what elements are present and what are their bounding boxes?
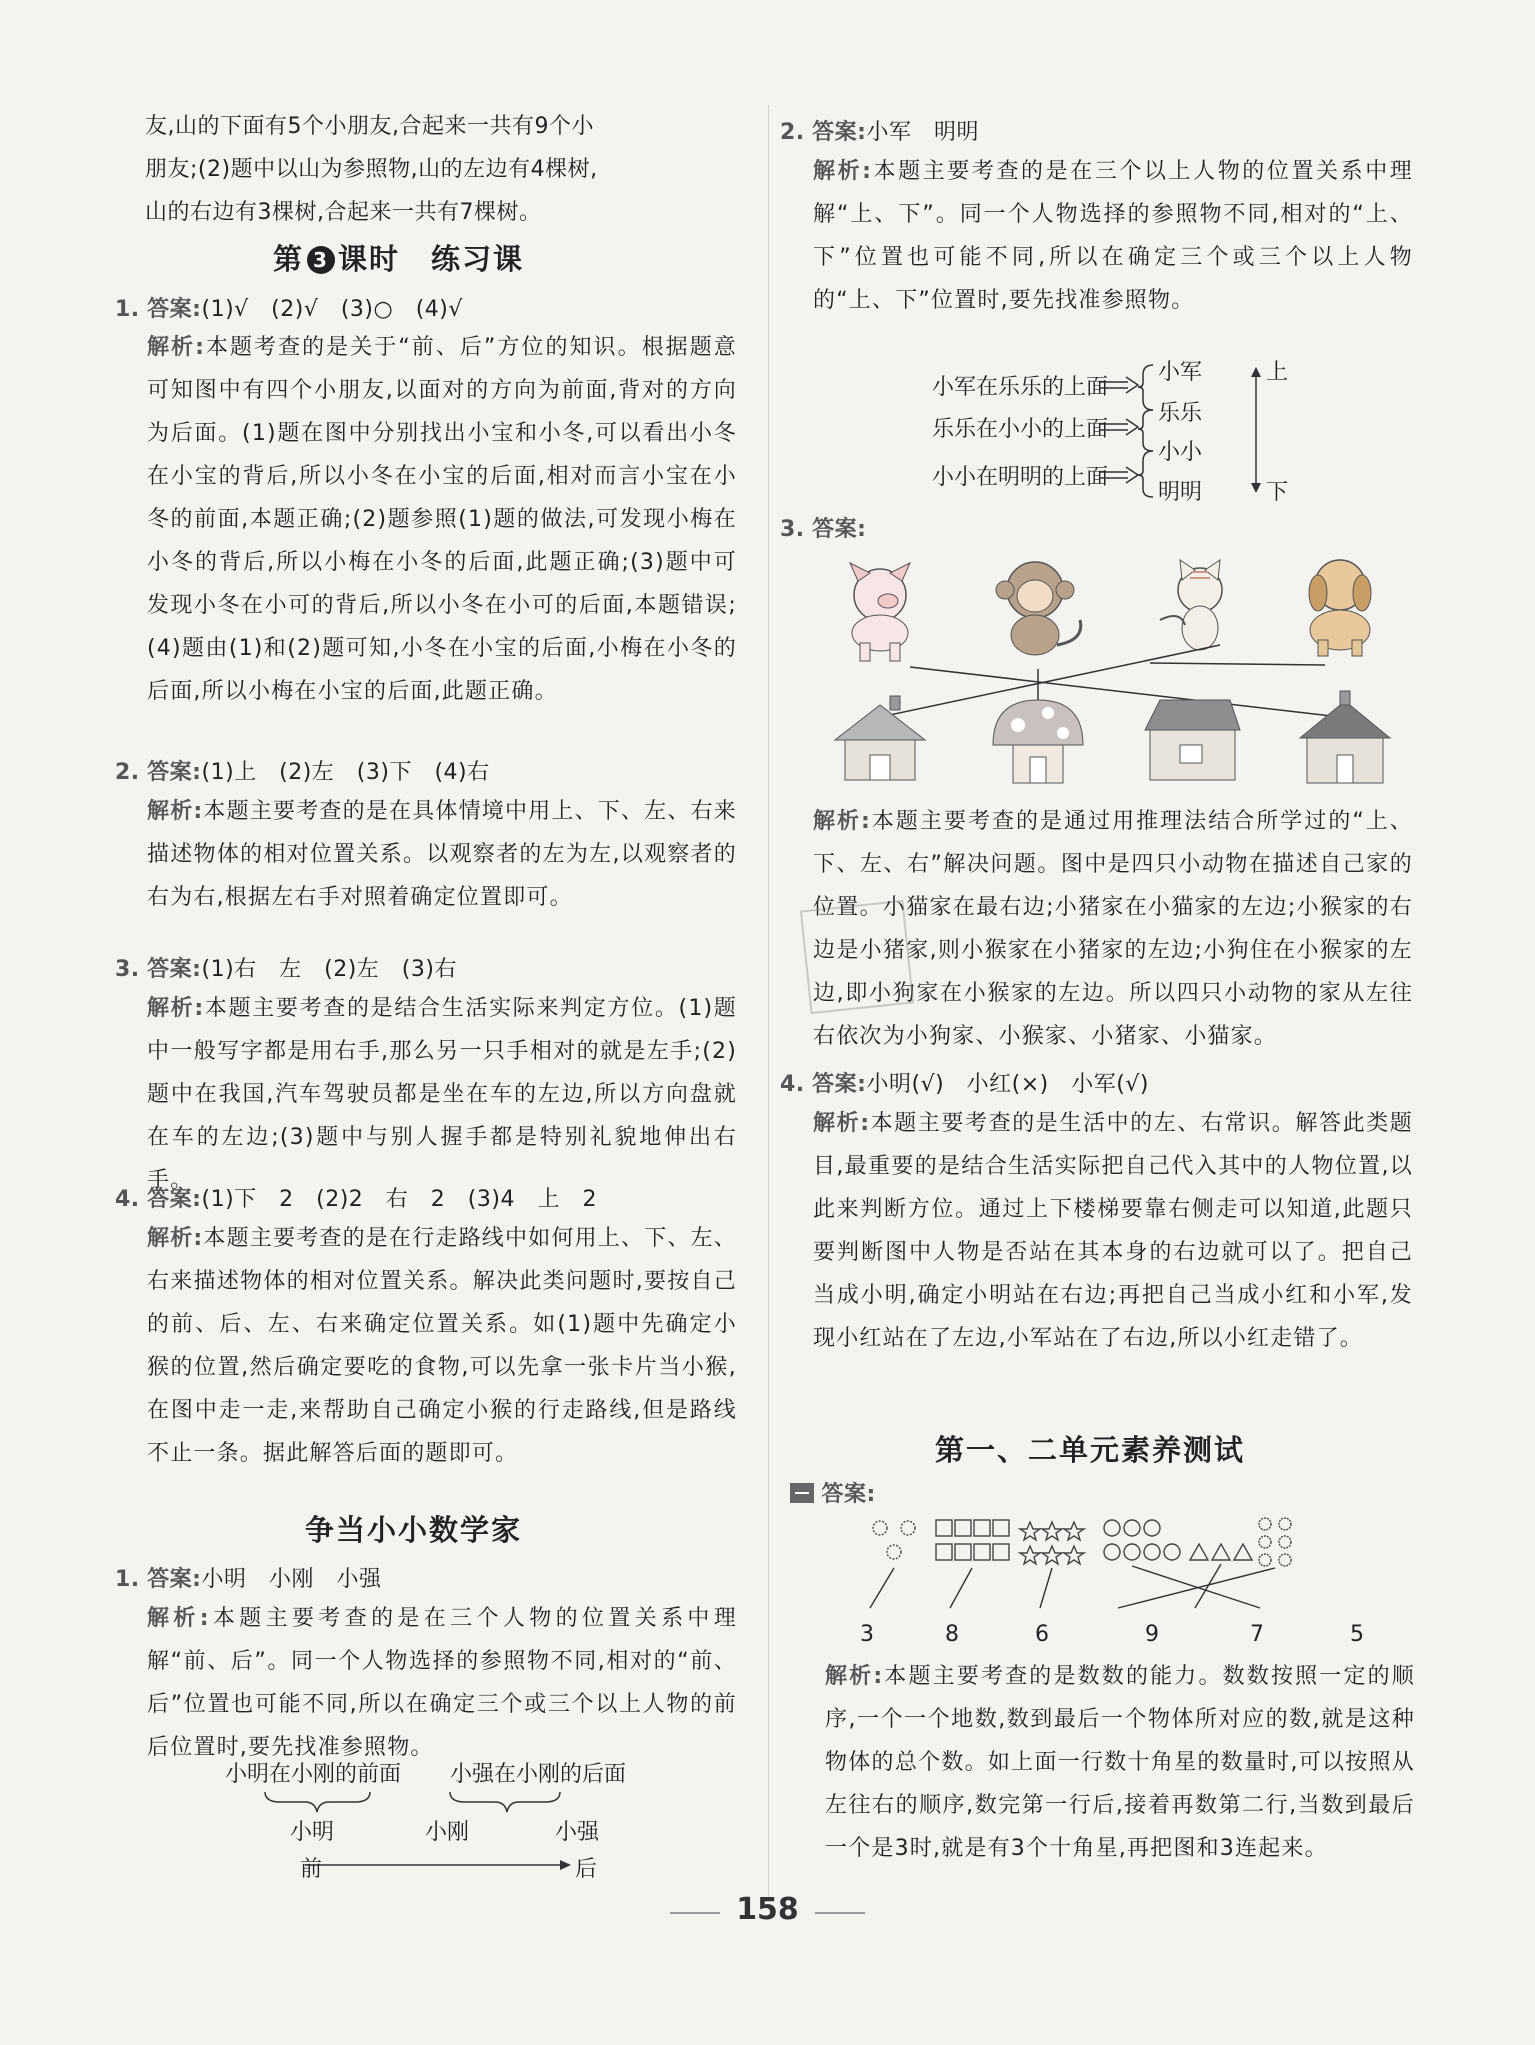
up-arrow-head xyxy=(1251,367,1261,377)
analysis-text: 本题主要考查的是在行走路线中如何用上、下、左、右来描述物体的相对位置关系。解决此类问题时,要按自己的前、后、左、右来确定位置关系。如(1)题中先确定小猴的位置,然后确定要吃的食物,可以先拿一张卡片当小猴,在图中走一走,来帮助自己确定小猴的行走路线,但是路线不止一条。据此解答后面的题即可。 xyxy=(147,1226,738,1466)
analysis-text: 本题主要考查的是数数的能力。数数按照一定的顺序,一个一个地数,数到最后一个物体所对应的数,就是这种物体的总个数。如上面一行数十角星的数量时,可以按照从左往右的顺序,数完第一行后,接着再数第二行,当数到最后一个是3时,就是有3个十角星,再把图和3连起来。 xyxy=(825,1664,1416,1861)
analysis-text: 本题主要考查的是通过用推理法结合所学过的“上、下、左、右”解决问题。图中是四只小动物在描述自己家的位置。小猫家在最右边;小猪家在小猫家的左边;小猴家的右边是小猪家,则小猴家在小猪家的左边;小狗住在小猴家的左边,即小狗家在小猴家的左边。所以四只小动物的家从左往右依次为小狗家、小猴家、小猪家、小猫家。 xyxy=(813,809,1413,1049)
count-number-4: 9 xyxy=(1145,1622,1159,1647)
unit-test-answer xyxy=(790,1480,876,1510)
question-number: 1. xyxy=(115,297,140,322)
stars xyxy=(1020,1522,1084,1564)
lesson3-q3-analysis xyxy=(147,987,737,1193)
statement-2: 乐乐在小小的上面 xyxy=(932,417,1109,442)
mathematician-heading: 争当小小数学家 xyxy=(305,1513,523,1547)
cat-illustration xyxy=(1160,560,1222,650)
intro-line-1: 友,山的下面有5个小朋友,合起来一共有9个小 xyxy=(145,114,594,139)
implication-arrow-2 xyxy=(1100,419,1138,435)
lesson3-q4-analysis xyxy=(147,1217,737,1517)
question-number: 2. xyxy=(780,120,805,145)
analysis-label: 解析: xyxy=(825,1664,884,1689)
matching-lines xyxy=(870,1564,1275,1608)
house-2-mushroom-illustration xyxy=(993,700,1083,783)
count-number-6: 5 xyxy=(1350,1622,1364,1647)
down-arrow-head xyxy=(1251,483,1261,493)
implication-arrow-1 xyxy=(1100,377,1138,393)
count-number-2: 8 xyxy=(945,1622,959,1647)
intro-line-3: 山的右边有3棵树,合起来一共有7棵树。 xyxy=(145,200,542,225)
intro-line-2: 朋友;(2)题中以山为参照物,山的左边有4棵树, xyxy=(145,157,598,182)
diagram-name-2: 小刚 xyxy=(425,1820,470,1845)
cat-line-top xyxy=(1150,663,1325,665)
analysis-label: 解析: xyxy=(147,1226,204,1251)
house-1-illustration xyxy=(835,696,925,780)
brace-1 xyxy=(1138,365,1153,410)
name-2: 乐乐 xyxy=(1158,401,1203,426)
matching-lines xyxy=(880,645,1340,717)
diagram-back-label: 后 xyxy=(575,1857,598,1882)
analysis-label: 解析: xyxy=(147,1606,210,1631)
right-q4-analysis xyxy=(813,1102,1413,1446)
column-divider xyxy=(768,105,769,1900)
monkey-illustration xyxy=(996,562,1081,655)
brace-right xyxy=(450,1792,560,1812)
answer-text: (1)上 (2)左 (3)下 (4)右 xyxy=(201,760,490,785)
count-number-5: 7 xyxy=(1250,1622,1264,1647)
lesson-number-badge: 3 xyxy=(307,246,335,274)
answer-text: (1)√ (2)√ (3)○ (4)√ xyxy=(201,297,463,322)
question-number: 1. xyxy=(115,1567,140,1592)
counting-shapes-diagram xyxy=(860,1510,1400,1620)
stamp-mark xyxy=(800,900,914,1014)
unit-test-heading: 第一、二单元素养测试 xyxy=(935,1433,1246,1467)
house-3-illustration xyxy=(1145,700,1240,780)
diagram-name-3: 小强 xyxy=(555,1820,600,1845)
diagram-caption-right: 小强在小刚的后面 xyxy=(450,1762,627,1787)
right-q4-answer xyxy=(780,1070,1149,1100)
name-4: 明明 xyxy=(1158,480,1203,505)
analysis-label: 解析: xyxy=(813,159,873,184)
lesson3-q2-analysis xyxy=(147,790,737,962)
count-number-1: 3 xyxy=(860,1622,874,1647)
page-number: 158 xyxy=(736,1892,799,1927)
arrow-head xyxy=(560,1860,571,1870)
question-number: 3. xyxy=(115,957,140,982)
answer-label: 答案: xyxy=(147,957,202,982)
question-number: 2. xyxy=(115,760,140,785)
mathematician-q1-answer xyxy=(115,1565,382,1595)
analysis-text: 本题主要考查的是在三个人物的位置关系中理解“前、后”。同一个人物选择的参照物不同,相对的“前、后”位置也可能不同,所以在确定三个或三个以上人物的前后位置时,要先找准参照物。 xyxy=(147,1606,737,1760)
pig-to-house-line xyxy=(910,667,1340,717)
analysis-text: 本题考查的是关于“前、后”方位的知识。根据题意可知图中有四个小朋友,以面对的方向为前面,背对的方向为后面。(1)题在图中分别找出小宝和小冬,可以看出小冬在小宝的背后,所以小冬在小宝的后面,相对而言小宝在小冬的前面,本题正确;(2)题参照(1)题的做法,可发现小梅在小冬的背后,所以小梅在小冬的后面,此题正确;(3)题中可发现小冬在小可的背后,所以小冬在小可的后面,本题错误;(4)题由(1)和(2)题可知,小冬在小宝的后面,小梅在小冬的后面,所以小梅在小宝的后面,此题正确。 xyxy=(147,335,737,704)
pig-illustration xyxy=(850,563,910,661)
analysis-text: 本题主要考查的是在具体情境中用上、下、左、右来描述物体的相对位置关系。以观察者的左为左,以观察者的右为右,根据左右手对照着确定位置即可。 xyxy=(147,799,738,910)
decagon-stars xyxy=(873,1521,915,1559)
lesson3-heading xyxy=(273,237,524,278)
statement-3: 小小在明明的上面 xyxy=(932,465,1109,490)
lesson3-q1-analysis xyxy=(147,326,737,756)
answer-label: 答案: xyxy=(812,1072,867,1097)
answer-label: 答案: xyxy=(147,760,202,785)
answer-label: 答案: xyxy=(821,1482,876,1507)
answer-text: (1)下 2 (2)2 右 2 (3)4 上 2 xyxy=(201,1187,597,1212)
page-number-rule-right xyxy=(815,1912,865,1914)
question-number: 4. xyxy=(780,1072,805,1097)
brace-2 xyxy=(1138,410,1153,451)
animals-houses-illustration xyxy=(820,545,1400,795)
answer-label: 答案: xyxy=(147,1567,202,1592)
analysis-text: 本题主要考查的是生活中的左、右常识。解答此类题目,最重要的是结合生活实际把自己代入其中的人物位置,以此来判断方位。通过上下楼梯要靠右侧走可以知道,此题只要判断图中人物是否站在其本身的右边就可以了。把自己当成小明,确定小明站在右边;再把自己当成小红和小军,发现小红站在了左边,小军站在了右边,所以小红走错了。 xyxy=(813,1111,1413,1351)
name-3: 小小 xyxy=(1158,440,1203,465)
lesson3-q4-answer xyxy=(115,1185,597,1215)
dog-illustration xyxy=(1309,560,1371,656)
unit-test-analysis xyxy=(825,1655,1415,1870)
right-q2-analysis xyxy=(813,150,1413,365)
dodecagon-shapes xyxy=(1259,1518,1291,1566)
diagram-name-1: 小明 xyxy=(290,1820,335,1845)
implication-arrow-3 xyxy=(1100,467,1138,483)
statement-1: 小军在乐乐的上面 xyxy=(932,375,1109,400)
mathematician-q1-analysis xyxy=(147,1597,737,1769)
analysis-text: 本题主要考查的是在三个以上人物的位置关系中理解“上、下”。同一个人物选择的参照物不同,相对的“上、下”位置也可能不同,所以在确定三个或三个以上人物的“上、下”位置时,要先找准参照物。 xyxy=(813,159,1413,313)
answer-text: 小军 明明 xyxy=(866,120,979,145)
right-q2-answer xyxy=(780,118,979,148)
analysis-label: 解析: xyxy=(147,335,206,360)
lesson3-heading-suffix: 课时 练习课 xyxy=(338,242,525,276)
answer-text: 小明 小刚 小强 xyxy=(201,1567,382,1592)
brace-3 xyxy=(1138,451,1153,497)
triangles xyxy=(1190,1544,1252,1560)
count-number-3: 6 xyxy=(1035,1622,1049,1647)
house-4-illustration xyxy=(1300,691,1390,783)
brace-left xyxy=(265,1792,370,1812)
answer-text: (1)右 左 (2)左 (3)右 xyxy=(201,957,457,982)
diagram-caption-left: 小明在小刚的前面 xyxy=(225,1762,402,1787)
lesson3-q3-answer xyxy=(115,955,457,985)
analysis-label: 解析: xyxy=(813,1111,871,1136)
answer-label: 答案: xyxy=(812,517,867,542)
answer-label: 答案: xyxy=(147,297,202,322)
circles xyxy=(1104,1520,1180,1560)
answer-label: 答案: xyxy=(812,120,867,145)
name-1: 小军 xyxy=(1158,360,1203,385)
squares xyxy=(936,1520,1009,1560)
question-number: 4. xyxy=(115,1187,140,1212)
question-number: 3. xyxy=(780,517,805,542)
answer-text: 小明(√) 小红(×) 小军(√) xyxy=(866,1072,1149,1097)
analysis-text: 本题主要考查的是结合生活实际来判定方位。(1)题中一般写字都是用右手,那么另一只手相对的就是左手;(2)题中在我国,汽车驾驶员都是坐在车的左边,所以方向盘就在车的左边;(3)题中与别人握手都是特别礼貌地伸出右手。 xyxy=(147,996,737,1193)
section-one-icon xyxy=(790,1483,814,1503)
up-label: 上 xyxy=(1266,360,1289,385)
lesson3-q1-answer xyxy=(115,295,463,325)
analysis-label: 解析: xyxy=(813,809,872,834)
analysis-label: 解析: xyxy=(147,799,204,824)
answer-label: 答案: xyxy=(147,1187,202,1212)
right-q3-answer xyxy=(780,515,866,545)
lesson3-q2-answer xyxy=(115,758,490,788)
analysis-label: 解析: xyxy=(147,996,205,1021)
down-label: 下 xyxy=(1266,480,1289,505)
diagram-front-label: 前 xyxy=(300,1857,323,1882)
lesson3-heading-prefix: 第 xyxy=(273,242,305,276)
